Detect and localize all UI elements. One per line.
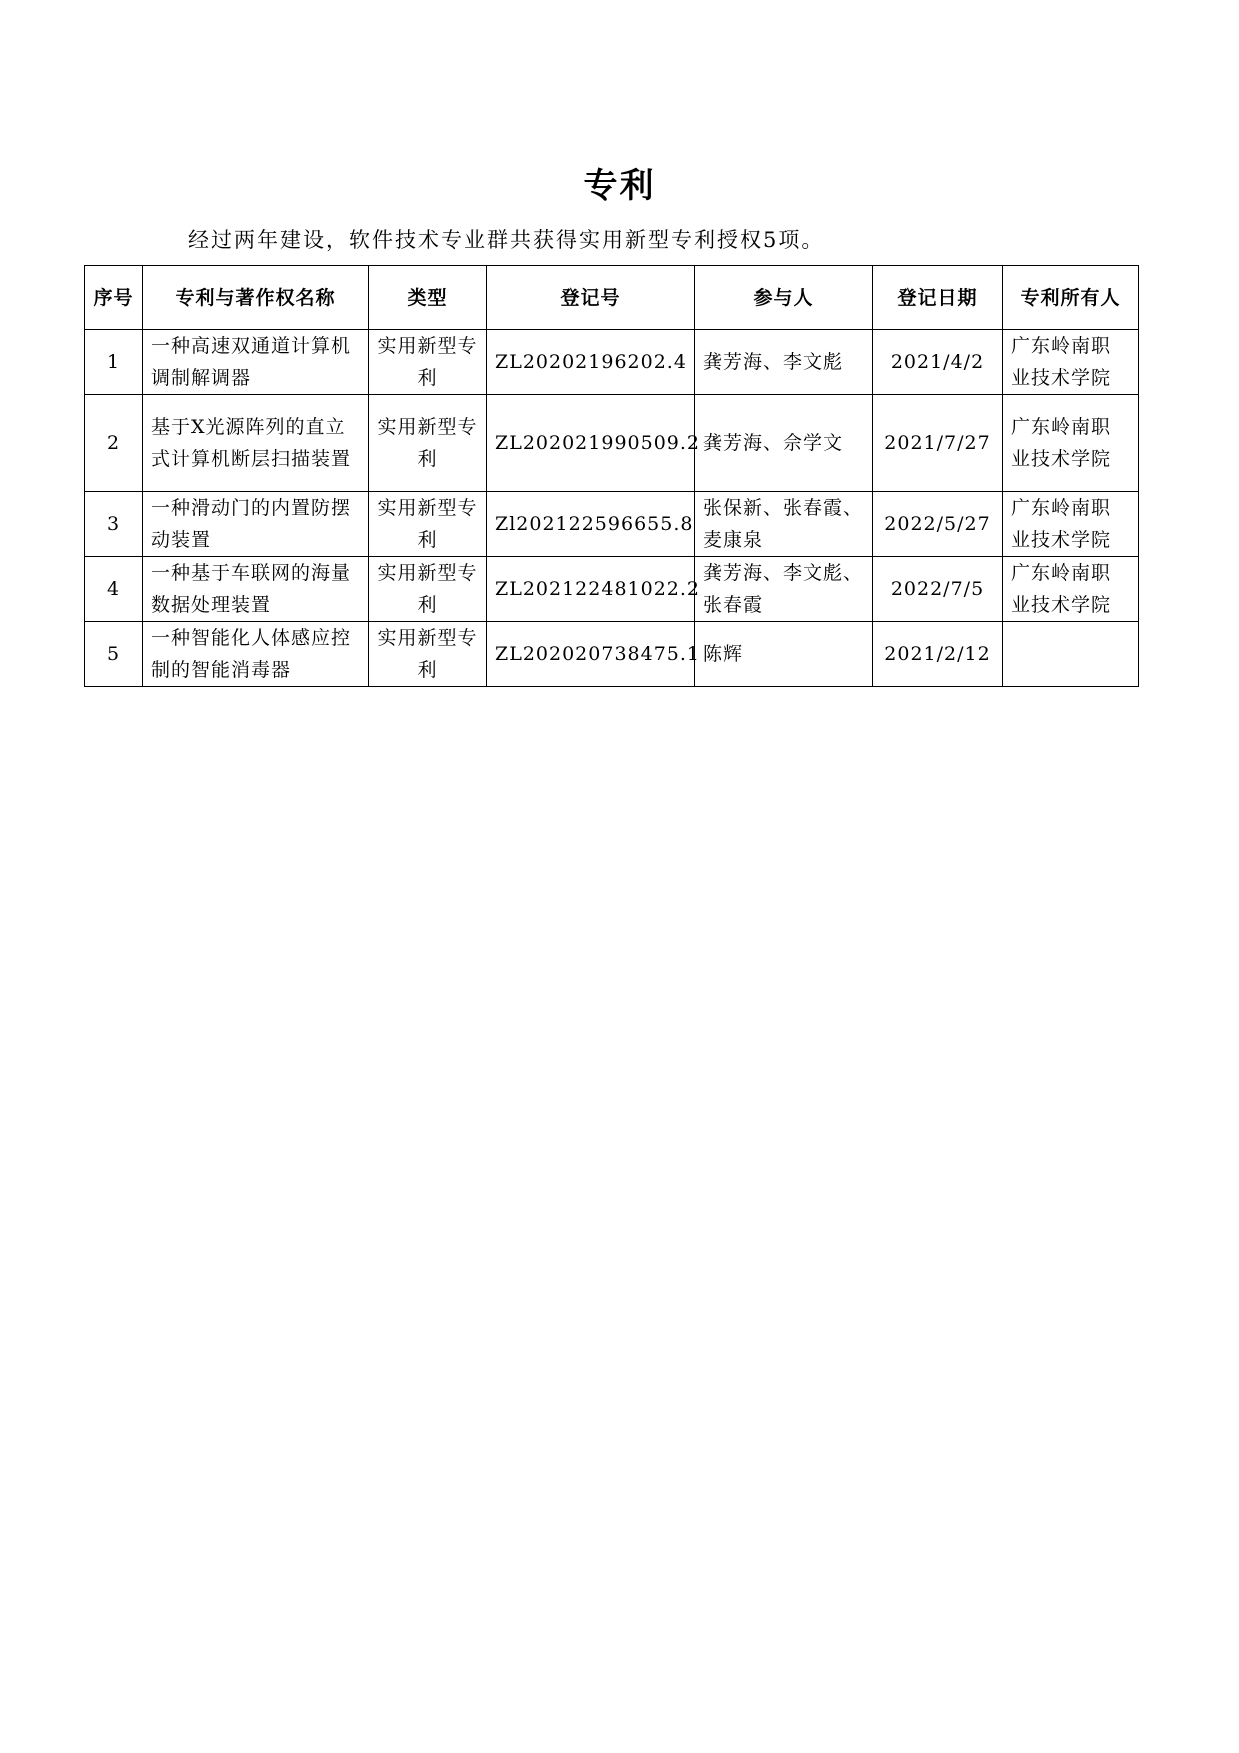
- cell-owner: [1003, 622, 1139, 687]
- cell-participants: 龚芳海、佘学文: [695, 395, 873, 492]
- cell-no: 2: [85, 395, 143, 492]
- cell-participants: 龚芳海、李文彪、张春霞: [695, 557, 873, 622]
- cell-date: 2022/5/27: [873, 492, 1003, 557]
- cell-owner: 广东岭南职业技术学院: [1003, 492, 1139, 557]
- cell-no: 4: [85, 557, 143, 622]
- cell-owner: 广东岭南职业技术学院: [1003, 557, 1139, 622]
- patent-table: [84, 265, 1139, 687]
- header-date: 登记日期: [873, 266, 1003, 330]
- table-header-row: [85, 266, 1139, 330]
- cell-no: 1: [85, 330, 143, 395]
- header-owner: 专利所有人: [1003, 266, 1139, 330]
- cell-reg-no: ZL20202196202.4: [487, 330, 695, 395]
- header-name: 专利与著作权名称: [143, 266, 369, 330]
- table-row: [85, 395, 1139, 492]
- page-title: 专利: [583, 166, 656, 206]
- header-reg-no: 登记号: [487, 266, 695, 330]
- cell-owner: 广东岭南职业技术学院: [1003, 330, 1139, 395]
- cell-type: 实用新型专利: [369, 622, 487, 687]
- cell-type: 实用新型专利: [369, 492, 487, 557]
- cell-date: 2021/4/2: [873, 330, 1003, 395]
- table-row: [85, 557, 1139, 622]
- header-no: 序号: [85, 266, 143, 330]
- intro-paragraph: 经过两年建设，软件技术专业群共获得实用新型专利授权5项。: [188, 228, 825, 252]
- cell-reg-no: ZL202122481022.2: [487, 557, 695, 622]
- cell-no: 3: [85, 492, 143, 557]
- cell-reg-no: ZL202020738475.1: [487, 622, 695, 687]
- cell-reg-no: ZL202021990509.2: [487, 395, 695, 492]
- cell-date: 2021/7/27: [873, 395, 1003, 492]
- cell-type: 实用新型专利: [369, 557, 487, 622]
- table-row: [85, 492, 1139, 557]
- cell-name: 一种滑动门的内置防摆动装置: [143, 492, 369, 557]
- cell-date: 2022/7/5: [873, 557, 1003, 622]
- table-row: [85, 330, 1139, 395]
- cell-name: 一种基于车联网的海量数据处理装置: [143, 557, 369, 622]
- cell-no: 5: [85, 622, 143, 687]
- cell-type: 实用新型专利: [369, 330, 487, 395]
- cell-name: 基于X光源阵列的直立式计算机断层扫描装置: [143, 395, 369, 492]
- cell-name: 一种智能化人体感应控制的智能消毒器: [143, 622, 369, 687]
- cell-reg-no: Zl202122596655.8: [487, 492, 695, 557]
- cell-participants: 张保新、张春霞、麦康泉: [695, 492, 873, 557]
- header-type: 类型: [369, 266, 487, 330]
- cell-participants: 陈辉: [695, 622, 873, 687]
- cell-name: 一种高速双通道计算机调制解调器: [143, 330, 369, 395]
- table-row: [85, 622, 1139, 687]
- cell-date: 2021/2/12: [873, 622, 1003, 687]
- cell-owner: 广东岭南职业技术学院: [1003, 395, 1139, 492]
- cell-type: 实用新型专利: [369, 395, 487, 492]
- header-participants: 参与人: [695, 266, 873, 330]
- cell-participants: 龚芳海、李文彪: [695, 330, 873, 395]
